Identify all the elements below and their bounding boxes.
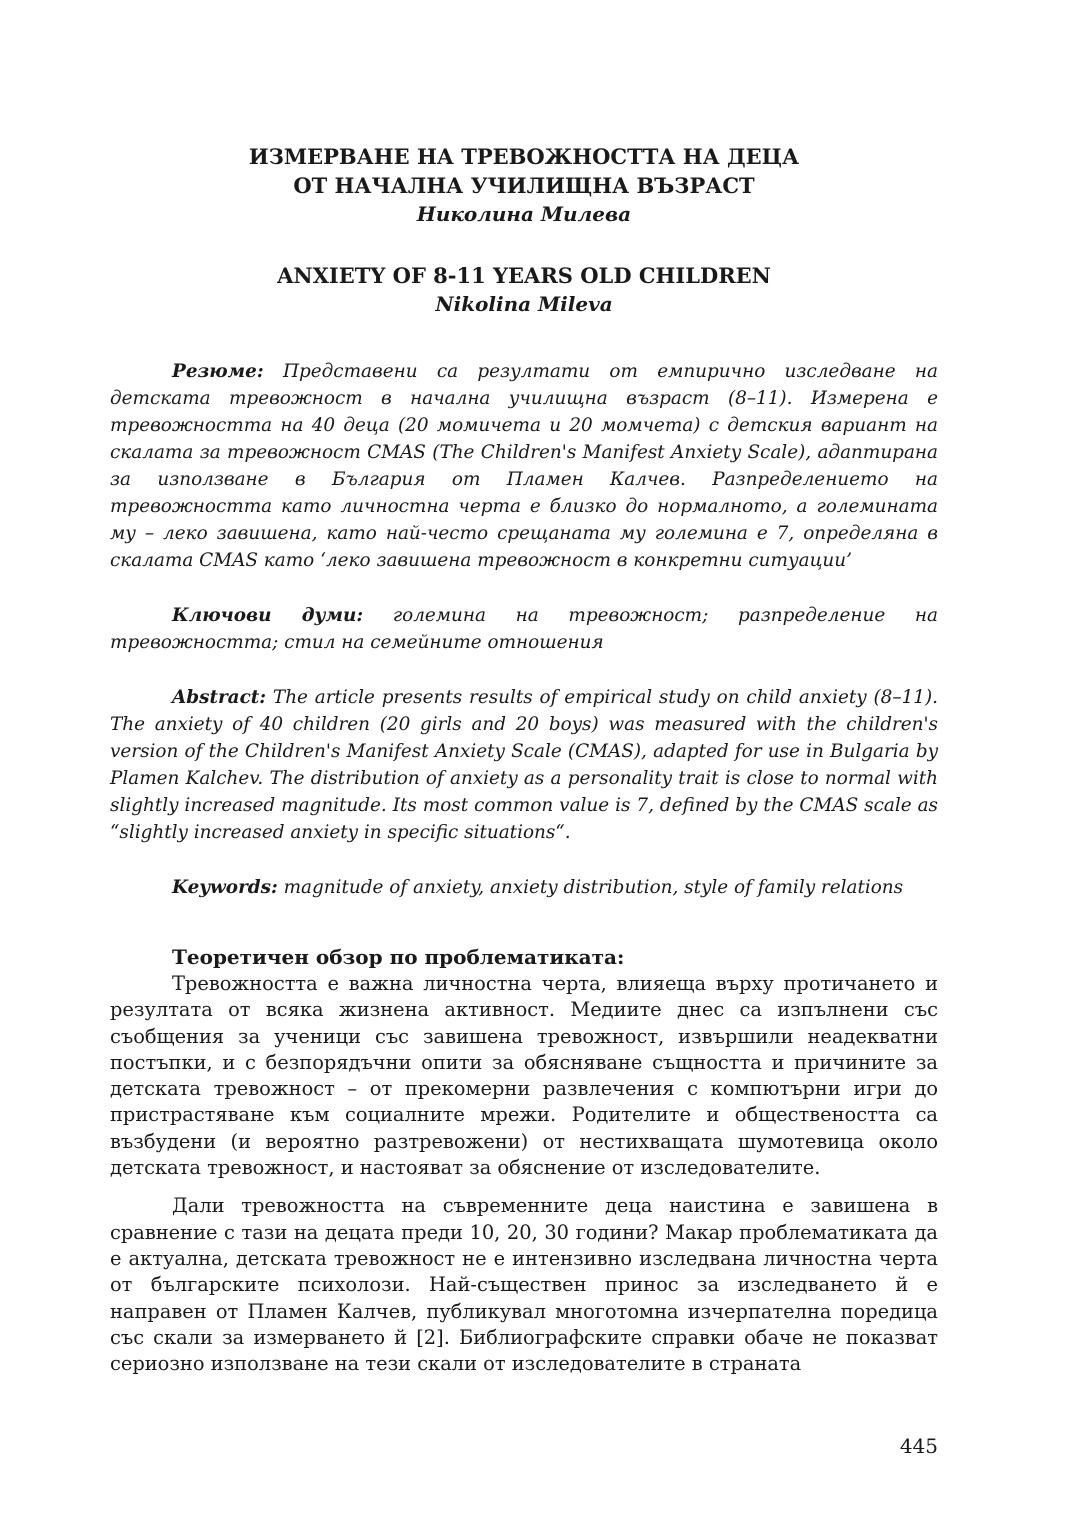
abstract-en-text: The article presents results of empirical study on child anxiety (8–11). The anxiety of 40 children (20 girls and 20 boys) was measured with the children's version of the Children's Manifest Anxiety Scale (CMAS), adapted for use in Bulgaria by Plamen Kalchev. The distribution of anxiety as a personality trait is close to normal with slightly increased magnitude. Its most common value is 7, defined by the CMAS scale as “slightly increased anxiety in specific situations“. xyxy=(110,687,938,843)
abstract-en xyxy=(110,684,938,846)
summary-bg xyxy=(110,358,938,574)
keywords-en xyxy=(110,874,938,901)
keywords-bg-label: Ключови думи: xyxy=(172,605,364,626)
summary-bg-label: Резюме: xyxy=(172,361,264,382)
title-en: ANXIETY OF 8-11 YEARS OLD CHILDREN xyxy=(277,263,771,288)
body-paragraph-2: Дали тревожността на съвременните деца наистина е завишена в сравнение с тази на децата преди 10, 20, 30 години? Макар проблематиката да е актуална, детската тревожност не е интензивно изследвана личностна черта от българските психолози. Най-съществен принос за изследването й е направен от Пламен Калчев, публикувал многотомна изчерпателна поредица със скали за измерването й [2]. Библиографските справки обаче не показват сериозно използване на тези скали от изследователите в страната xyxy=(110,1194,938,1376)
abstract-section xyxy=(110,358,938,901)
title-block-en xyxy=(110,261,938,318)
keywords-bg-text: големина на тревожност; разпределение на тревожността; стил на семейните отношения xyxy=(110,605,939,653)
keywords-en-label: Keywords: xyxy=(172,877,278,898)
abstract-en-label: Abstract: xyxy=(172,687,267,708)
summary-bg-text: Представени са резултати от емпирично изследване на детската тревожност в начална училищна възраст (8–11). Измерена е тревожността на 40 деца (20 момичета и 20 момчета) с детския вариант на скалата за тревожност CMAS (The Children's Manifest Anxiety Scale), адаптирана за използване в България от Пламен Калчев. Разпределението на тревожността като личностна черта е близко до нормалното, а големината му – леко завишена, като най-често срещаната му големина е 7, определяна в скалата CMAS като ‘леко завишена тревожност в конкретни ситуации’ xyxy=(110,361,938,571)
body-paragraph-1: Тревожността е важна личностна черта, влияеща върху протичането и резултата от всяка жизнена активност. Медиите днес са изпълнени със съобщения за ученици със завишена тревожност, извършили неадекватни постъпки, и с безпорядъчни опити за обясняване същността и причините за детската тревожност – от прекомерни развлечения с компютърни игри до пристрастяване към социалните мрежи. Родителите и обществеността са възбудени (и вероятно разтревожени) от нестихващата шумотевица около детската тревожност, и настояват за обяснение от изследователите. xyxy=(110,972,938,1180)
title-block-bg xyxy=(110,142,938,228)
title-bg-line-1: ИЗМЕРВАНЕ НА ТРЕВОЖНОСТТА НА ДЕЦА xyxy=(248,144,800,169)
keywords-bg xyxy=(110,602,938,656)
article-page xyxy=(110,142,938,1377)
keywords-en-text: magnitude of anxiety, anxiety distribution, style of family relations xyxy=(277,877,904,898)
section-heading: Теоретичен обзор по проблематиката: xyxy=(172,945,625,969)
author-en: Nikolina Mileva xyxy=(435,292,613,316)
title-bg-line-2: ОТ НАЧАЛНА УЧИЛИЩНА ВЪЗРАСТ xyxy=(293,173,755,198)
author-bg: Николина Милева xyxy=(416,202,632,226)
page-number: 445 xyxy=(899,1434,938,1458)
